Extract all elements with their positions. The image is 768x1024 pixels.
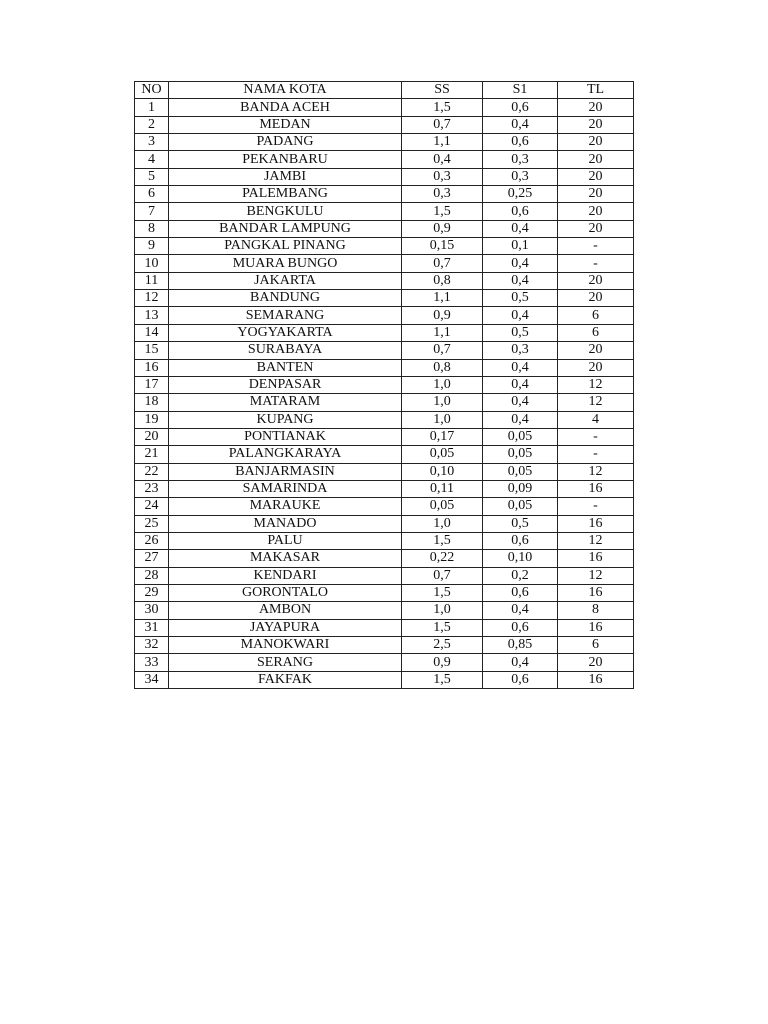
cell-no: 7 (135, 203, 169, 220)
table-row (135, 168, 634, 185)
cell-s1: 0,4 (483, 220, 558, 237)
cell-no: 26 (135, 532, 169, 549)
cell-no: 10 (135, 255, 169, 272)
cell-s1: 0,5 (483, 290, 558, 307)
cell-ss: 0,22 (402, 550, 483, 567)
cell-tl: 16 (558, 550, 634, 567)
cell-tl: 12 (558, 463, 634, 480)
cell-ss: 0,8 (402, 359, 483, 376)
cell-no: 15 (135, 342, 169, 359)
cell-s1: 0,6 (483, 671, 558, 688)
cell-nama-kota: DENPASAR (169, 376, 402, 393)
cell-s1: 0,05 (483, 428, 558, 445)
cell-tl: - (558, 428, 634, 445)
cell-tl: 16 (558, 619, 634, 636)
cell-tl: 20 (558, 168, 634, 185)
cell-s1: 0,3 (483, 342, 558, 359)
cell-nama-kota: BANDAR LAMPUNG (169, 220, 402, 237)
cell-tl: 6 (558, 324, 634, 341)
cell-no: 31 (135, 619, 169, 636)
table-row (135, 584, 634, 601)
table-row (135, 290, 634, 307)
cell-no: 16 (135, 359, 169, 376)
cell-nama-kota: BENGKULU (169, 203, 402, 220)
cell-ss: 0,4 (402, 151, 483, 168)
table-row (135, 428, 634, 445)
cell-ss: 1,5 (402, 584, 483, 601)
cell-no: 18 (135, 394, 169, 411)
cell-s1: 0,3 (483, 168, 558, 185)
cell-tl: 20 (558, 151, 634, 168)
cell-s1: 0,4 (483, 654, 558, 671)
cell-ss: 1,1 (402, 324, 483, 341)
cell-no: 23 (135, 480, 169, 497)
cell-tl: - (558, 255, 634, 272)
cell-s1: 0,6 (483, 584, 558, 601)
cell-s1: 0,4 (483, 376, 558, 393)
cell-nama-kota: MANADO (169, 515, 402, 532)
table-row (135, 637, 634, 654)
cell-nama-kota: JAMBI (169, 168, 402, 185)
cell-tl: 16 (558, 584, 634, 601)
cell-no: 34 (135, 671, 169, 688)
city-data-table (134, 81, 634, 689)
cell-no: 32 (135, 637, 169, 654)
cell-ss: 0,7 (402, 567, 483, 584)
cell-ss: 1,0 (402, 376, 483, 393)
cell-ss: 0,05 (402, 446, 483, 463)
cell-no: 13 (135, 307, 169, 324)
cell-s1: 0,4 (483, 359, 558, 376)
cell-tl: 20 (558, 220, 634, 237)
cell-nama-kota: FAKFAK (169, 671, 402, 688)
table-row (135, 671, 634, 688)
cell-s1: 0,6 (483, 99, 558, 116)
table-row (135, 186, 634, 203)
cell-no: 24 (135, 498, 169, 515)
cell-ss: 1,5 (402, 99, 483, 116)
cell-nama-kota: PONTIANAK (169, 428, 402, 445)
cell-tl: 4 (558, 411, 634, 428)
cell-s1: 0,6 (483, 619, 558, 636)
cell-nama-kota: SERANG (169, 654, 402, 671)
table-row (135, 446, 634, 463)
table-row (135, 532, 634, 549)
cell-ss: 0,7 (402, 255, 483, 272)
cell-no: 19 (135, 411, 169, 428)
table-row (135, 515, 634, 532)
cell-ss: 0,8 (402, 272, 483, 289)
cell-s1: 0,4 (483, 394, 558, 411)
cell-ss: 0,3 (402, 186, 483, 203)
cell-no: 3 (135, 134, 169, 151)
cell-tl: 16 (558, 515, 634, 532)
table-row (135, 307, 634, 324)
table-row (135, 654, 634, 671)
cell-nama-kota: KUPANG (169, 411, 402, 428)
cell-nama-kota: JAYAPURA (169, 619, 402, 636)
cell-nama-kota: AMBON (169, 602, 402, 619)
cell-tl: - (558, 238, 634, 255)
table-row (135, 463, 634, 480)
cell-s1: 0,4 (483, 272, 558, 289)
cell-ss: 0,11 (402, 480, 483, 497)
cell-no: 14 (135, 324, 169, 341)
cell-tl: 16 (558, 480, 634, 497)
cell-nama-kota: BANJARMASIN (169, 463, 402, 480)
cell-nama-kota: MANOKWARI (169, 637, 402, 654)
table-row (135, 116, 634, 133)
header-no: NO (135, 82, 169, 99)
cell-no: 8 (135, 220, 169, 237)
table-header (135, 82, 634, 99)
cell-ss: 0,9 (402, 307, 483, 324)
cell-s1: 0,4 (483, 602, 558, 619)
header-row (135, 82, 634, 99)
cell-nama-kota: SAMARINDA (169, 480, 402, 497)
cell-nama-kota: BANDUNG (169, 290, 402, 307)
cell-no: 17 (135, 376, 169, 393)
cell-no: 27 (135, 550, 169, 567)
cell-nama-kota: MATARAM (169, 394, 402, 411)
cell-ss: 2,5 (402, 637, 483, 654)
table-row (135, 324, 634, 341)
cell-s1: 0,4 (483, 116, 558, 133)
cell-tl: 20 (558, 116, 634, 133)
cell-ss: 1,1 (402, 290, 483, 307)
table-row (135, 342, 634, 359)
cell-nama-kota: PALANGKARAYA (169, 446, 402, 463)
cell-no: 5 (135, 168, 169, 185)
cell-ss: 1,0 (402, 602, 483, 619)
cell-tl: - (558, 498, 634, 515)
cell-nama-kota: BANDA ACEH (169, 99, 402, 116)
table-body (135, 99, 634, 689)
cell-ss: 0,9 (402, 220, 483, 237)
table-row (135, 272, 634, 289)
cell-s1: 0,5 (483, 515, 558, 532)
cell-ss: 0,15 (402, 238, 483, 255)
cell-ss: 1,5 (402, 671, 483, 688)
table-row (135, 411, 634, 428)
cell-no: 21 (135, 446, 169, 463)
table-row (135, 134, 634, 151)
cell-no: 28 (135, 567, 169, 584)
cell-no: 1 (135, 99, 169, 116)
cell-tl: 8 (558, 602, 634, 619)
cell-no: 4 (135, 151, 169, 168)
cell-ss: 0,7 (402, 342, 483, 359)
cell-s1: 0,4 (483, 255, 558, 272)
cell-tl: 20 (558, 186, 634, 203)
table-row (135, 376, 634, 393)
cell-no: 25 (135, 515, 169, 532)
table-row (135, 203, 634, 220)
cell-tl: 12 (558, 567, 634, 584)
cell-no: 12 (135, 290, 169, 307)
table-row (135, 619, 634, 636)
cell-ss: 0,9 (402, 654, 483, 671)
table-row (135, 151, 634, 168)
cell-s1: 0,05 (483, 463, 558, 480)
cell-s1: 0,5 (483, 324, 558, 341)
cell-no: 30 (135, 602, 169, 619)
cell-s1: 0,4 (483, 307, 558, 324)
table-row (135, 255, 634, 272)
cell-s1: 0,10 (483, 550, 558, 567)
cell-s1: 0,25 (483, 186, 558, 203)
table-row (135, 498, 634, 515)
cell-s1: 0,6 (483, 532, 558, 549)
header-ss: SS (402, 82, 483, 99)
cell-no: 9 (135, 238, 169, 255)
cell-nama-kota: MAKASAR (169, 550, 402, 567)
table-row (135, 359, 634, 376)
cell-ss: 0,3 (402, 168, 483, 185)
cell-no: 11 (135, 272, 169, 289)
cell-nama-kota: MEDAN (169, 116, 402, 133)
cell-s1: 0,4 (483, 411, 558, 428)
cell-s1: 0,3 (483, 151, 558, 168)
cell-nama-kota: BANTEN (169, 359, 402, 376)
cell-tl: 20 (558, 203, 634, 220)
cell-tl: 12 (558, 532, 634, 549)
cell-tl: 20 (558, 342, 634, 359)
cell-nama-kota: SURABAYA (169, 342, 402, 359)
cell-ss: 1,5 (402, 619, 483, 636)
cell-tl: 20 (558, 290, 634, 307)
cell-tl: 12 (558, 394, 634, 411)
cell-nama-kota: YOGYAKARTA (169, 324, 402, 341)
cell-ss: 1,0 (402, 515, 483, 532)
cell-s1: 0,6 (483, 134, 558, 151)
cell-ss: 1,0 (402, 394, 483, 411)
cell-nama-kota: MARAUKE (169, 498, 402, 515)
cell-tl: 6 (558, 307, 634, 324)
cell-s1: 0,09 (483, 480, 558, 497)
cell-no: 29 (135, 584, 169, 601)
cell-s1: 0,85 (483, 637, 558, 654)
cell-s1: 0,1 (483, 238, 558, 255)
cell-no: 2 (135, 116, 169, 133)
cell-no: 20 (135, 428, 169, 445)
cell-s1: 0,05 (483, 498, 558, 515)
cell-nama-kota: PALU (169, 532, 402, 549)
cell-nama-kota: SEMARANG (169, 307, 402, 324)
cell-nama-kota: PADANG (169, 134, 402, 151)
cell-s1: 0,2 (483, 567, 558, 584)
table-row (135, 567, 634, 584)
cell-ss: 1,1 (402, 134, 483, 151)
cell-nama-kota: PALEMBANG (169, 186, 402, 203)
cell-tl: 20 (558, 134, 634, 151)
table-row (135, 99, 634, 116)
cell-tl: 6 (558, 637, 634, 654)
cell-ss: 1,5 (402, 203, 483, 220)
cell-nama-kota: MUARA BUNGO (169, 255, 402, 272)
cell-nama-kota: JAKARTA (169, 272, 402, 289)
cell-ss: 0,7 (402, 116, 483, 133)
cell-tl: 16 (558, 671, 634, 688)
table-row (135, 480, 634, 497)
cell-ss: 0,05 (402, 498, 483, 515)
cell-tl: 12 (558, 376, 634, 393)
cell-nama-kota: PANGKAL PINANG (169, 238, 402, 255)
table-row (135, 220, 634, 237)
cell-ss: 0,17 (402, 428, 483, 445)
cell-ss: 1,5 (402, 532, 483, 549)
cell-nama-kota: GORONTALO (169, 584, 402, 601)
cell-tl: 20 (558, 359, 634, 376)
cell-no: 22 (135, 463, 169, 480)
header-tl: TL (558, 82, 634, 99)
cell-nama-kota: PEKANBARU (169, 151, 402, 168)
cell-no: 6 (135, 186, 169, 203)
cell-no: 33 (135, 654, 169, 671)
cell-s1: 0,05 (483, 446, 558, 463)
table-row (135, 238, 634, 255)
cell-s1: 0,6 (483, 203, 558, 220)
cell-tl: 20 (558, 272, 634, 289)
header-s1: S1 (483, 82, 558, 99)
table-row (135, 394, 634, 411)
table-row (135, 550, 634, 567)
table-row (135, 602, 634, 619)
header-nama-kota: NAMA KOTA (169, 82, 402, 99)
cell-tl: 20 (558, 654, 634, 671)
cell-nama-kota: KENDARI (169, 567, 402, 584)
cell-tl: - (558, 446, 634, 463)
cell-ss: 0,10 (402, 463, 483, 480)
cell-tl: 20 (558, 99, 634, 116)
cell-ss: 1,0 (402, 411, 483, 428)
